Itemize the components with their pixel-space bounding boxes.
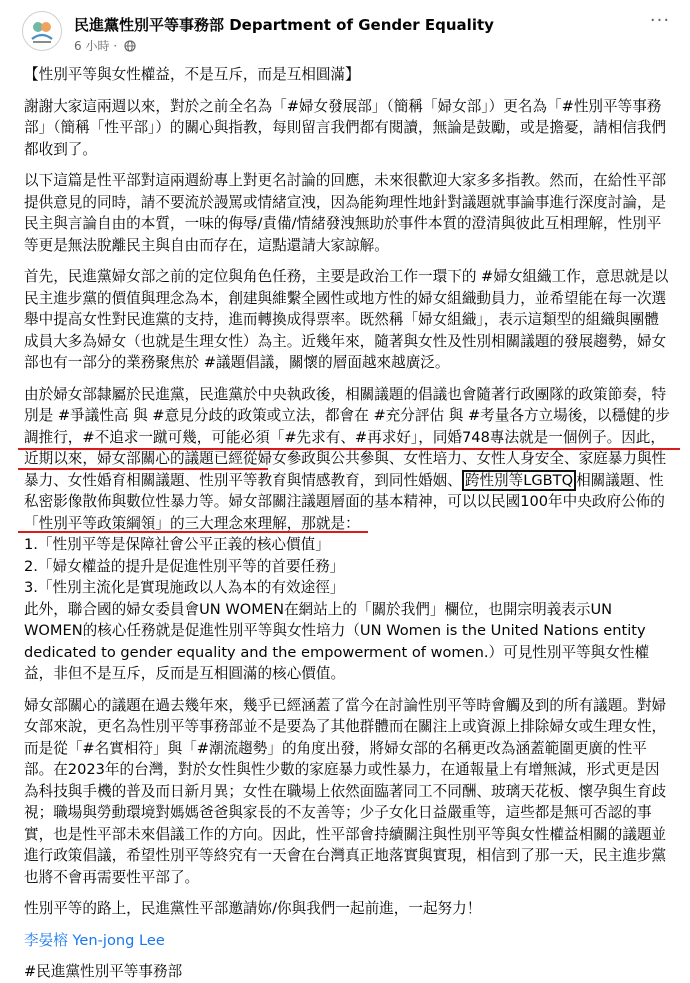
post-time[interactable]: 6 小時 — [74, 39, 110, 53]
issue-separator: 、 — [447, 471, 462, 489]
more-options-button[interactable]: ··· — [649, 10, 671, 31]
post-body — [24, 64, 670, 983]
hashtag-link[interactable]: #民進黨性別平等事務部 — [24, 963, 183, 980]
annotation-underline-1 — [18, 448, 680, 450]
annotation-underline-3 — [18, 531, 368, 533]
paragraph-2: 以下這篇是性平部對這兩週紛專上對更名討論的回應，未來很歡迎大家多多指教。然而，在給性平部提供意見的同時，請不要流於謾罵或情緒宣洩，因為能夠理性地針對議題就事論事進行深度討論，是民主與言論自由的本質，一味的侮辱/責備/情緒發洩無助於事件本質的澄清與彼此互相理解，性別平等更是無法脫離民主與自由而存在，這點還請大家諒解。 — [24, 172, 667, 254]
globe-icon — [124, 40, 136, 52]
post-meta — [74, 37, 136, 54]
post-header — [0, 0, 690, 62]
author-link[interactable]: 李晏榕 Yen-jong Lee — [24, 931, 165, 949]
paragraph-4-rest: 。婦女部關注議題層面的基本精神，可以以民國100年中央政府公佈的「性別平等政策綱領」的三大理念來理解，那就是： — [24, 493, 665, 532]
paragraph-3: 首先，民進黨婦女部之前的定位與角色任務，主要是政治工作一環下的 #婦女組織工作，意思就是以民主進步黨的價值與理念為本，創建與維繫全國性或地方性的婦女組織動員力，並希望能在每一次選舉中提高女性對民進黨的支持，進而轉換成得票率。既然稱「婦女組織」，表示這類型的組織與團體成員大多為婦女（也就是生理女性）為主。近幾年來，隨著與女性及性別相關議題的發展趨勢，婦女部也有一部分的業務聚焦於 #議題倡議，關懷的層面越來越廣泛。 — [24, 268, 669, 371]
boxed-lgbtq: 跨性別等LGBTQ — [462, 470, 576, 491]
annotation-underline-2 — [18, 468, 268, 470]
post-title: 【性別平等與女性權益，不是互斥，而是互相圓滿】 — [24, 66, 360, 83]
paragraph-4 — [24, 384, 670, 535]
list-item-1: 1.「性別平等是保障社會公平正義的核心價值」 — [24, 536, 330, 553]
list-item-2: 2.「婦女權益的提升是促進性別平等的首要任務」 — [24, 557, 345, 575]
paragraph-1: 謝謝大家這兩週以來，對於之前全名為「#婦女發展部」（簡稱「婦女部」）更名為「#性別平等事務部」（簡稱「性平部」）的關心與指教，每則留言我們都有閱讀，無論是鼓勵，或是擔憂，請相信我們都收到了。 — [24, 97, 667, 158]
paragraph-6: 婦女部關心的議題在過去幾年來，幾乎已經涵蓋了當今在討論性別平等時會觸及到的所有議題。對婦女部來說，更名為性別平等事務部並不是要為了其他群體而在關注上或資源上排除婦女或生理女性，而是從「#名實相符」與「#潮流趨勢」的角度出發，將婦女部的名稱更改為涵蓋範圍更廣的性平部。在2023年的台灣，對於女性與性少數的家庭暴力或性暴力，在通報量上有增無減，形式更是因為科技與手機的普及而日新月異；女性在職場上依然面臨著同工不同酬、玻璃天花板、懷孕與生育歧視；職場與勞動環境對媽媽爸爸與家長的不友善等；少子女化日益嚴重等，這些都是無可否認的事實，也是性平部未來倡議工作的方向。因此，性平部會持續關注與性別平等與女性權益相關的議題並進行政策倡議，希望性別平等終究有一天會在台灣真正地落實與實現，相信到了那一天，民主進步黨也將不會再需要性平部了。 — [24, 696, 667, 886]
paragraph-4-intro: 由於婦女部隸屬於民進黨，民進黨於中央執政後，相關議題的倡議也會隨著行政團隊的政策節奏，特別是 #爭議性高 與 #意見分歧的政策或立法，都會在 #充分評估 與 #考量各方立場後，以穩健的步調推行，#不追求一蹴可幾，可能必須「#先求有、#再求好」，同婚748專法就是一個例子。因此，近期以來， — [24, 385, 670, 467]
paragraph-7: 性別平等的路上，民進黨性平部邀請妳/你與我們一起前進，一起努力！ — [24, 900, 482, 917]
meta-separator: · — [113, 39, 118, 53]
list-item-3: 3.「性別主流化是實現施政以人為本的有效途徑」 — [24, 579, 345, 596]
underlined-issues-1: 婦女部關心的議題已經從婦女參政與公共參與、女性培力、女性人身安全、家庭暴力與性暴力、女性婚育相關議題、性別平等教育與情感教育，到同性婚姻 — [24, 450, 667, 489]
underlined-issues-2: 相關議題、性私密影像散佈與數位性暴力等 — [24, 471, 664, 510]
page-avatar[interactable] — [22, 11, 62, 51]
paragraph-5: 此外，聯合國的婦女委員會UN WOMEN在網站上的「關於我們」欄位，也開宗明義表示UN WOMEN的核心任務就是促進性別平等與女性培力（UN Women is the United Nations entity dedicated to gender equality and the empowerment of women.）可見性別平等與女性權益，非但不是互斥，反而是互相圓滿的核心價值。 — [24, 600, 650, 682]
page-name[interactable]: 民進黨性別平等事務部 Department of Gender Equality — [74, 16, 494, 34]
